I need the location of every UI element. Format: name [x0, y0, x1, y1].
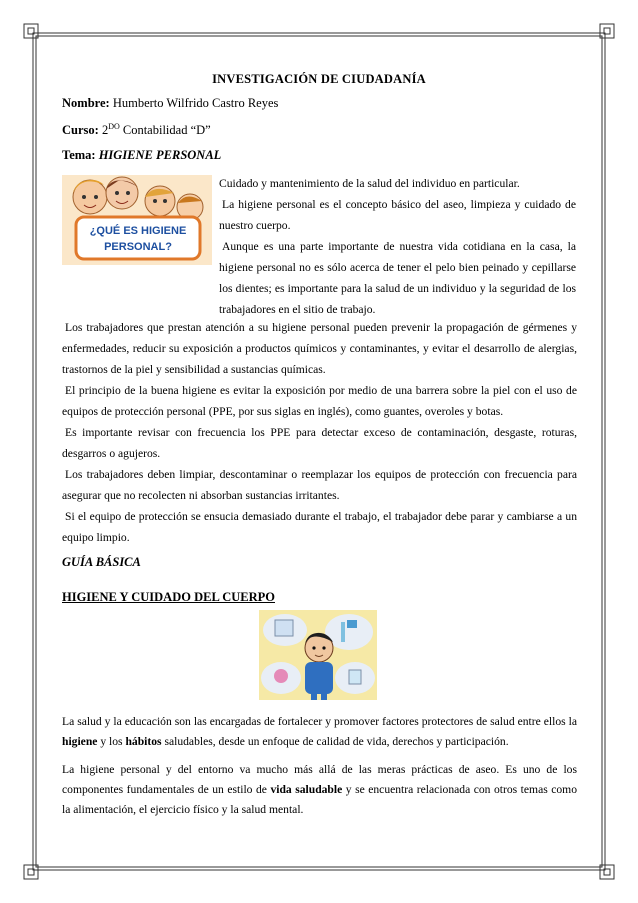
closing-bold-term: hábitos [125, 735, 162, 748]
intro-text [219, 173, 576, 320]
topic-label: Tema: [62, 148, 96, 162]
closing-paragraph-2 [62, 760, 577, 820]
guia-heading: GUÍA BÁSICA [62, 555, 141, 569]
intro-paragraph: La higiene personal es el concepto básico del aseo, limpieza y cuidado de nuestro cuerpo. [219, 198, 576, 232]
topic-value: HIGIENE PERSONAL [98, 148, 222, 162]
name-value: Humberto Wilfrido Castro Reyes [112, 96, 279, 110]
course-superscript: DO [108, 122, 120, 131]
topic-line [62, 148, 221, 163]
closing-paragraph-1 [62, 712, 577, 752]
course-number: 2 [101, 123, 109, 138]
name-line [62, 96, 278, 111]
hero-caption-line2: PERSONAL? [104, 241, 172, 253]
hero-caption-line1: ¿QUÉ ES HIGIENE [89, 225, 187, 237]
body-paragraph: Los trabajadores deben limpiar, descontaminar o reemplazar los equipos de protección con frecuencia para asegurar que no recolecten ni absorban sustancias irritantes. [62, 468, 577, 502]
intro-paragraph: Aunque es una parte importante de nuestra vida cotidiana en la casa, la higiene personal no es sólo acerca de tener el pelo bien peinado y cepillarse los dientes; es importante para la salud de un individuo y la seguridad de los trabajadores en el sitio de trabajo. [219, 240, 576, 316]
body-paragraph: El principio de la buena higiene es evitar la exposición por medio de una barrera sobre la piel con el uso de equipos de protección personal (PPE, por sus siglas en inglés), como guantes, overoles y botas. [62, 384, 577, 418]
course-label: Curso: [62, 123, 99, 138]
course-line [62, 122, 211, 138]
course-value: Contabilidad “D” [122, 123, 211, 138]
hygiene-kids-image [62, 175, 212, 265]
closing-text-run: saludables, desde un enfoque de calidad de vida, derechos y participación. [161, 735, 509, 748]
cuerpo-heading: HIGIENE Y CUIDADO DEL CUERPO [62, 590, 275, 604]
page-title: INVESTIGACIÓN DE CIUDADANÍA [212, 72, 426, 86]
intro-paragraph: Cuidado y mantenimiento de la salud del individuo en particular. [219, 177, 520, 190]
body-paragraph: Si el equipo de protección se ensucia demasiado durante el trabajo, el trabajador debe parar y cambiarse a un equipo limpio. [62, 510, 577, 544]
closing-text-run: La higiene personal y del entorno va mucho más allá de las meras prácticas de aseo. Es uno de los componentes fundamentales de un estilo de [62, 763, 577, 796]
body-paragraph: Los trabajadores que prestan atención a su higiene personal pueden prevenir la propagación de gérmenes y enfermedades, reducir su exposición a productos químicos y contaminantes, y evitar el desarrollo de alergias, trastornos de la piel y sensibilidad a sustancias químicas. [62, 321, 577, 376]
closing-text-run: y se encuentra relacionada con otros temas como la alimentación, el ejercicio físico y la salud mental. [62, 783, 577, 816]
closing-bold-term: higiene [62, 735, 98, 748]
closing-bold-term: vida saludable [270, 783, 343, 796]
closing-text [62, 712, 577, 828]
body-text [62, 317, 577, 548]
name-label: Nombre: [62, 96, 110, 110]
body-paragraph: Es importante revisar con frecuencia los PPE para detectar exceso de contaminación, desgaste, roturas, desgarros o agujeros. [62, 426, 577, 460]
closing-text-run: La salud y la educación son las encargadas de fortalecer y promover factores protectores de salud entre ellos la [62, 715, 577, 728]
closing-text-run: y los [97, 735, 126, 748]
child-hygiene-illustration [259, 610, 377, 700]
